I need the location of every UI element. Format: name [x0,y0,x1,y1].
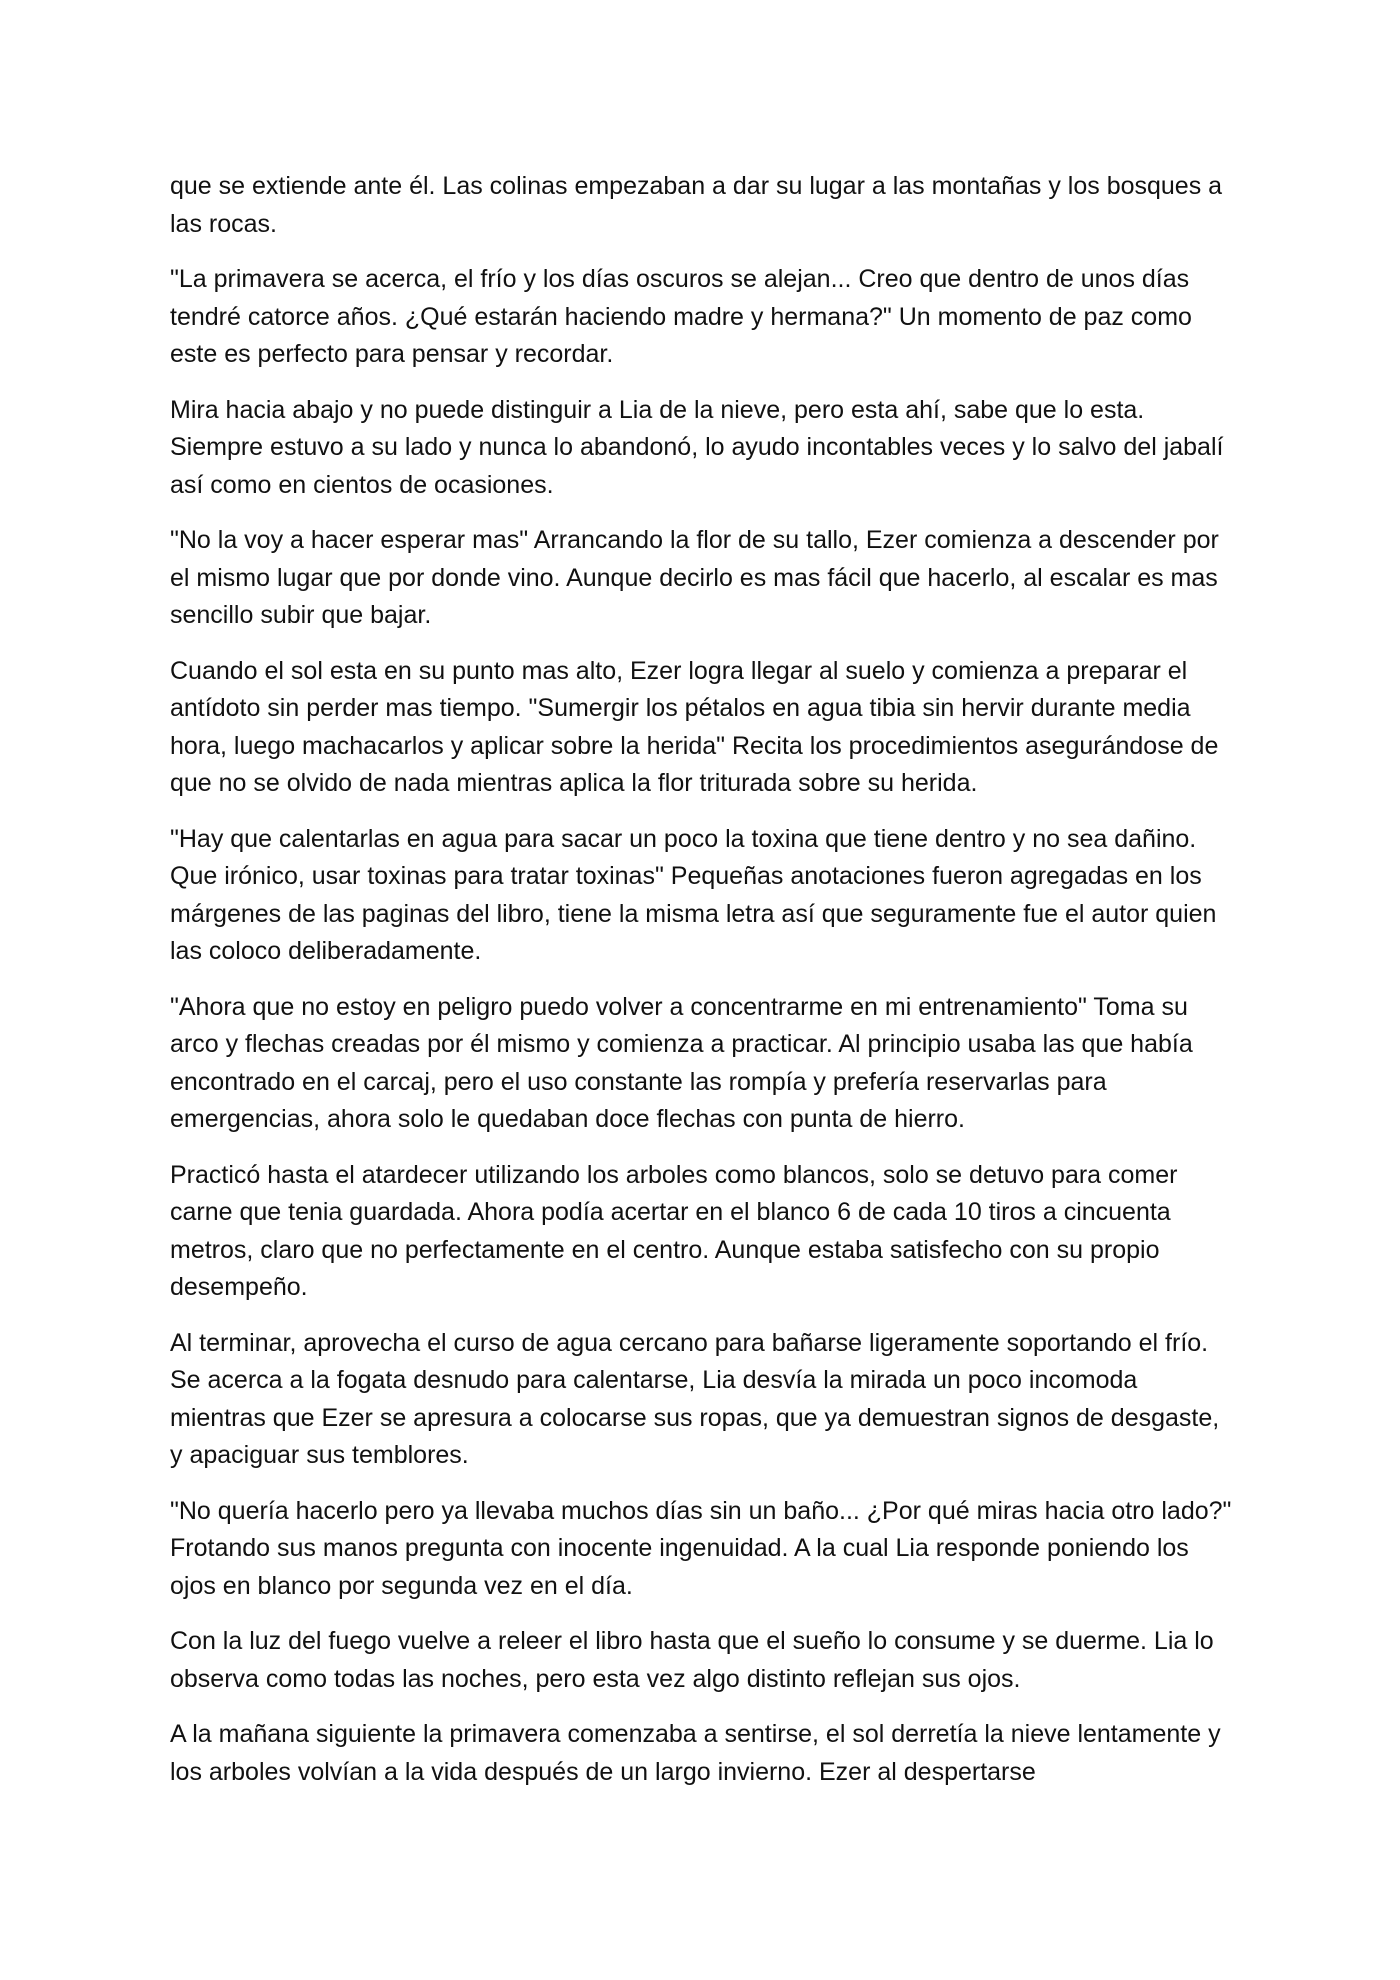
paragraph-1: que se extiende ante él. Las colinas empezaban a dar su lugar a las montañas y los bosques a las rocas. [170,172,1223,238]
paragraph-10: "No quería hacerlo pero ya llevaba muchos días sin un baño... ¿Por qué miras hacia otro lado?" Frotando sus manos pregunta con inocente ingenuidad. A la cual Lia responde poniendo los ojos en blanco por segunda vez en el día. [170,1496,1232,1600]
paragraph-3: Mira hacia abajo y no puede distinguir a Lia de la nieve, pero esta ahí, sabe que lo esta. Siempre estuvo a su lado y nunca lo abandonó, lo ayudo incontables veces y lo salvo del jabalí así como en cientos de ocasiones. [170,395,1224,499]
paragraph-9: Al terminar, aprovecha el curso de agua cercano para bañarse ligeramente soportando el frío. Se acerca a la fogata desnudo para calentarse, Lia desvía la mirada un poco incomoda mientras que Ezer se apresura a colocarse sus ropas, que ya demuestran signos de desgaste, y apaciguar sus temblores. [170,1328,1220,1469]
paragraph-8: Practicó hasta el atardecer utilizando los arboles como blancos, solo se detuvo para comer carne que tenia guardada. Ahora podía acertar en el blanco 6 de cada 10 tiros a cincuenta metros, claro que no perfectamente en el centro. Aunque estaba satisfecho con su propio desempeño. [170,1160,1178,1301]
paragraph-5: Cuando el sol esta en su punto mas alto, Ezer logra llegar al suelo y comienza a preparar el antídoto sin perder mas tiempo. "Sumergir los pétalos en agua tibia sin hervir durante media hora, luego machacarlos y aplicar sobre la herida" Recita los procedimientos asegurándose de que no se olvido de nada mientras aplica la flor triturada sobre su herida. [170,656,1219,797]
paragraph-6: "Hay que calentarlas en agua para sacar un poco la toxina que tiene dentro y no sea dañino. Que irónico, usar toxinas para tratar toxinas" Pequeñas anotaciones fueron agregadas en los márgenes de las paginas del libro, tiene la misma letra así que seguramente fue el autor quien las coloco deliberadamente. [170,824,1217,965]
paragraph-4: "No la voy a hacer esperar mas" Arrancando la flor de su tallo, Ezer comienza a descender por el mismo lugar que por donde vino. Aunque decirlo es mas fácil que hacerlo, al escalar es mas sencillo subir que bajar. [170,526,1219,629]
document-body [170,168,1238,1809]
paragraph-11: Con la luz del fuego vuelve a releer el libro hasta que el sueño lo consume y se duerme. Lia lo observa como todas las noches, pero esta vez algo distinto reflejan sus ojos. [170,1627,1214,1693]
paragraph-7: "Ahora que no estoy en peligro puedo volver a concentrarme en mi entrenamiento" Toma su arco y flechas creadas por él mismo y comienza a practicar. Al principio usaba las que había encontrado en el carcaj, pero el uso constante las rompía y prefería reservarlas para emergencias, ahora solo le quedaban doce flechas con punta de hierro. [170,992,1193,1133]
paragraph-2: "La primavera se acerca, el frío y los días oscuros se alejan... Creo que dentro de unos días tendré catorce años. ¿Qué estarán haciendo madre y hermana?" Un momento de paz como este es perfecto para pensar y recordar. [170,265,1192,368]
paragraph-12: A la mañana siguiente la primavera comenzaba a sentirse, el sol derretía la nieve lentamente y los arboles volvían a la vida después de un largo invierno. Ezer al despertarse [170,1720,1221,1786]
